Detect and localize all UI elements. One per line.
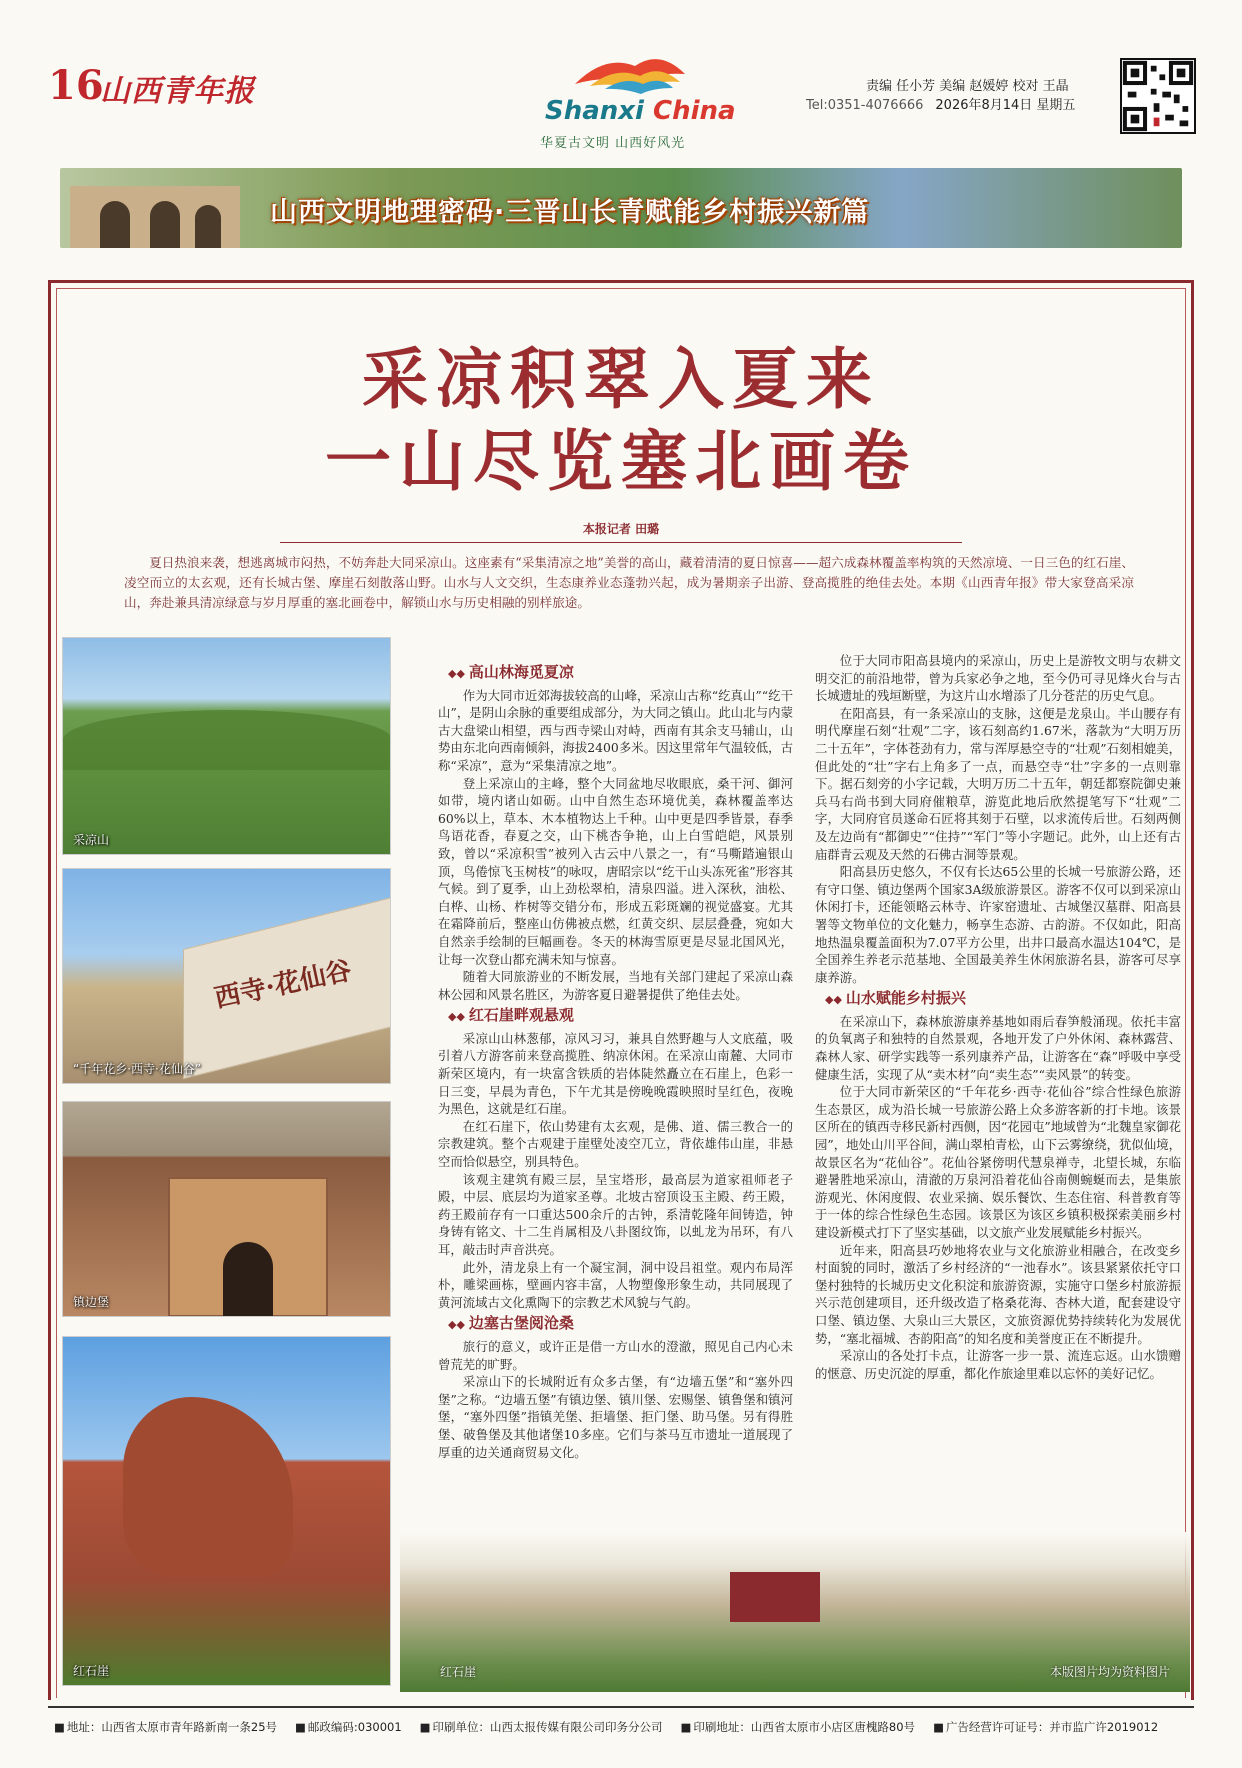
banner-title: 山西文明地理密码·三晋山长青赋能乡村振兴新篇 [270, 197, 870, 228]
paragraph: 随着大同旅游业的不断发展，当地有关部门建起了采凉山森林公园和风景名胜区，为游客夏日避暑提供了绝佳去处。 [438, 969, 793, 1002]
paragraph: 位于大同市阳高县境内的采凉山，历史上是游牧文明与农耕文明交汇的前沿地带，曾为兵家必争之地，至今仍可寻见烽火台与古长城遗址的残垣断壁，为这片山水增添了几分苍茫的历史气息。 [815, 653, 1181, 704]
paragraph: 位于大同市新荣区的“千年花乡·西寺·花仙谷”综合性绿色旅游生态景区，成为沿长城一号旅游公路上众多游客新的打卡地。该景区所在的镇西寺移民新村西侧，因“花园屯”地域曾为“北魏皇家御花园”，地处山川平谷间，满山翠柏青松，山下云雾缭绕，犹似仙境，故景区名为“花仙谷”。花仙谷紧傍明代慧泉禅寺，北望长城，东临避暑胜地采凉山，清澈的万泉河沿着花仙谷南侧蜿蜒而去，是集旅游观光、休闲度假、农业采摘、娱乐餐饮、生态住宿、科普教育等于一体的综合性绿色生态园。该景区为该区乡镇积极探索美丽乡村建设新模式打下了坚实基础，以文旅产业发展赋能乡村振兴。 [815, 1084, 1181, 1240]
paragraph: 登上采凉山的主峰，整个大同盆地尽收眼底，桑干河、御河如带，境内诸山如砺。山中自然生态环境优美，森林覆盖率达60%以上，草本、木本植物达上千种。山中更是四季皆景，春季鸟语花香，春夏之交，山下桃杏争艳，山上白雪皑皑，风景别致，曾以“采凉积雪”被列入古云中八景之一，有“马嘶踏遍银山顶，鸟倦惊飞玉树枝”的咏叹，唐昭宗以“纥干山头冻死雀”形容其气候。到了夏季，山上劲松翠柏，清泉四溢。进入深秋，油松、白桦、山杨、柞树等交错分布，形成五彩斑斓的视觉盛宴。尤其在霜降前后，整座山仿佛被点燃，红黄交织、层层叠叠，宛如大自然亲手绘制的巨幅画卷。冬天的林海雪原更是尽显北国风光，让每一次登山都充满未知与惊喜。 [438, 775, 793, 967]
photo-cailiang-mountain [62, 637, 391, 855]
cave-dwelling-icon [60, 168, 260, 248]
section-heading: ◆◆ 红石崖畔观悬观 [448, 1006, 574, 1025]
lead-paragraph: 夏日热浪来袭，想逃离城市闷热，不妨奔赴大同采凉山。这座素有“采集清凉之地”美誉的高山，藏着清清的夏日惊喜——超六成森林覆盖率构筑的天然凉境、一日三色的红石崖、凌空而立的太玄观，还有长城古堡、摩崖石刻散落山野。山水与人文交织，生态康养业态蓬勃兴起，成为暑期亲子出游、登高揽胜的绝佳去处。本期《山西青年报》带大家登高采凉山，奔赴兼具清凉绿意与岁月厚重的塞北画卷中，解锁山水与历史相融的别样旅途。 [124, 555, 1134, 610]
headline-line-2: 一山尽览塞北画卷 [325, 422, 917, 500]
mountain-shape [63, 710, 391, 770]
fort-door [223, 1242, 273, 1317]
paper-name: 山西青年报 [100, 74, 255, 109]
bottom-panorama [400, 1532, 1190, 1692]
valley-sign-text: 西寺·花仙谷 [211, 955, 355, 1015]
paragraph: 采凉山山林葱郁，凉风习习，兼具自然野趣与人文底蕴，吸引着八方游客前来登高揽胜、纳凉休闲。在采凉山南麓、大同市新荣区境内，有一块富含铁质的岩体陡然矗立在石崖上，色彩一日三变，早晨为青色，下午尤其是傍晚晚霞映照时呈红色，夜晚为黑色，这就是红石崖。 [438, 1030, 793, 1117]
footer-printer: ■ 印刷单位：山西太报传媒有限公司印务分公司 [420, 1719, 663, 1735]
logo-text-shanxi: Shanxi [545, 96, 644, 126]
masthead [0, 0, 1242, 160]
photo-zhenbian-fort [62, 1101, 391, 1317]
diamond-icon: ◆◆ [448, 667, 465, 680]
photo-red-cliff [62, 1336, 391, 1686]
paragraph: 阳高县历史悠久，不仅有长达65公里的长城一号旅游公路，还有守口堡、镇边堡两个国家3A级旅游景区。游客不仅可以到采凉山休闲打卡，还能领略云林寺、许家窑遗址、古城堡汉墓群、阳高县署等文物单位的文化魅力，畅享生态游、古韵游。不仅如此，阳高地热温泉覆盖面积为7.07平方公里，出井口最高水温达104℃，是全国养生养老示范基地、全国最美养生休闲旅游名县，游客可尽享康养游。 [815, 864, 1181, 985]
section-heading: ◆◆ 山水赋能乡村振兴 [825, 989, 966, 1008]
footer-license: ■ 广告经营许可证号：并市监广许2019012 [933, 1719, 1158, 1735]
photo-caption: “千年花乡·西寺·花仙谷” [73, 1062, 202, 1076]
paragraph: 此外，清龙泉上有一个凝宝洞，洞中设吕祖堂。观内布局浑朴，雕梁画栋，壁画内容丰富，人物塑像形象生动，共同展现了黄河流域古文化熏陶下的宗教艺术风貌与气韵。 [438, 1259, 793, 1310]
photo-caption: 采凉山 [73, 833, 110, 847]
byline-rule [280, 542, 962, 543]
cliff-shape [123, 1397, 293, 1577]
photo-caption: 红石崖 [73, 1664, 110, 1678]
paragraph: 作为大同市近郊海拔较高的山峰，采凉山古称“纥真山”“纥干山”，是阴山余脉的重要组成部分，为大同之镇山。此山北与内蒙古大盘梁山相望，西与西寺梁山对峙，西南有其余支马辅山，山势由东北向西南倾斜，海拔2400多米。因这里常年气温较低，古称“采凉”，意为“采集清凉之地”。 [438, 687, 793, 773]
text-column-2 [815, 652, 1181, 1382]
editor-credits: 责编 任小芳 美编 赵媛婷 校对 王晶 [866, 79, 1069, 94]
section-heading: ◆◆ 高山林海觅夏凉 [448, 663, 574, 681]
paragraph: 采凉山的各处打卡点，让游客一步一景、流连忘返。山水馈赠的惬意、历史沉淀的厚重，都化作旅途里难以忘怀的美好记忆。 [815, 1348, 1181, 1381]
photo-credit: 本版图片均为资料图片 [1049, 1665, 1170, 1679]
photo-caption: 镇边堡 [73, 1295, 110, 1309]
issue-date: 2026年8月14日 星期五 [935, 98, 1076, 113]
footer-postcode: ■ 邮政编码:030001 [295, 1719, 402, 1735]
series-banner [60, 168, 1182, 248]
footer-print-address: ■ 印刷地址：山西省太原市小店区唐槐路80号 [681, 1719, 916, 1735]
paragraph: 近年来，阳高县巧妙地将农业与文化旅游业相融合，在改变乡村面貌的同时，激活了乡村经济的“一池春水”。该县紧紧依托守口堡村独特的长城历史文化积淀和旅游资源，实施守口堡乡村旅游振兴示范创建项目，还升级改造了格桑花海、杏林大道，配套建设守口堡、镇边堡、大泉山三大景区，文旅资源优势持续转化为发展优势，“塞北福城、杏韵阳高”的知名度和美誉度正在不断提升。 [815, 1242, 1181, 1346]
section-heading: ◆◆ 边塞古堡阅沧桑 [448, 1314, 574, 1333]
page-number: 16 [48, 62, 104, 109]
diamond-icon: ◆◆ [825, 993, 842, 1007]
telephone: Tel:0351-4076666 [806, 98, 924, 113]
diamond-icon: ◆◆ [448, 1010, 465, 1024]
paragraph: 旅行的意义，或许正是借一方山水的澄澈，照见自己内心未曾荒芜的旷野。 [438, 1338, 793, 1372]
photo-flower-valley [62, 868, 391, 1084]
logo-text-china: China [653, 96, 736, 126]
paragraph: 该观主建筑有殿三层，呈宝塔形，最高层为道家祖师老子殿，中层、底层均为道家圣尊。北坡古窑顶设玉主殿、药王殿，药王殿前存有一口重达500余斤的古钟，系清乾隆年间铸造，钟身铸有铭文、十二生肖属相及八卦图纹饰，以虬龙为吊环，有八耳，敲击时声音洪亮。 [438, 1171, 793, 1257]
paragraph: 采凉山下的长城附近有众多古堡，有“边墙五堡”和“塞外四堡”之称。“边墙五堡”有镇边堡、镇川堡、宏赐堡、镇鲁堡和镇河堡，“塞外四堡”指镇羌堡、拒墙堡、拒门堡、助马堡。另有得胜堡、破鲁堡及其他诸堡10多座。它们与茶马互市遗址一道展现了厚重的边关通商贸易文化。 [438, 1374, 793, 1460]
tel-date-line [806, 94, 1075, 113]
paragraph: 在阳高县，有一条采凉山的支脉，这便是龙泉山。半山腰存有明代摩崖石刻“壮观”二字，该石刻高约1.67米，落款为“大明万历二十五年”，字体苍劲有力，常与浑厚悬空寺的“壮观”石刻相媲美，但此处的“壮”字右上角多了一点，而悬空寺“壮”字多的一点则靠下。据石刻旁的小字记载，大明万历二十五年，朝廷都察院御史兼兵马右尚书到大同府催粮草，游览此地后欣然提笔写下“壮观”二字，大同府官员遂命石匠将其刻于石壁，以求流传后世。石刻两侧及左边尚有“都御史”“住持”“军门”等小字题记。此外，山上还有古庙群青云观及天然的石佛古洞等景观。 [815, 705, 1181, 862]
footer [48, 1706, 1194, 1746]
temple-shape [730, 1572, 820, 1622]
logo-slogan: 华夏古文明 山西好风光 [540, 136, 686, 151]
logo-text [545, 96, 736, 126]
photo-caption: 红石崖 [440, 1665, 477, 1679]
byline: 本报记者 田璐 [582, 522, 660, 536]
qr-code-icon[interactable] [1120, 58, 1196, 134]
text-column-1 [438, 660, 793, 1461]
diamond-icon: ◆◆ [448, 1318, 465, 1332]
paragraph: 在红石崖下，依山势建有太玄观，是佛、道、儒三教合一的宗教建筑。整个古观建于崖壁处凌空兀立，背依雄伟山崖，非悬空而恰似悬空，别具特色。 [438, 1118, 793, 1170]
paragraph: 在采凉山下，森林旅游康养基地如雨后春笋般涌现。依托丰富的负氧离子和独特的自然景观，各地开发了户外休闲、森林露营、森林人家、研学实践等一系列康养产品，让游客在“森”呼吸中享受健康生活，实现了从“卖木材”向“卖生态”“卖风景”的转变。 [815, 1013, 1181, 1082]
headline-line-1: 采凉积翠入夏来 [362, 340, 880, 418]
footer-address: ■ 地址：山西省太原市青年路新南一条25号 [54, 1719, 277, 1735]
